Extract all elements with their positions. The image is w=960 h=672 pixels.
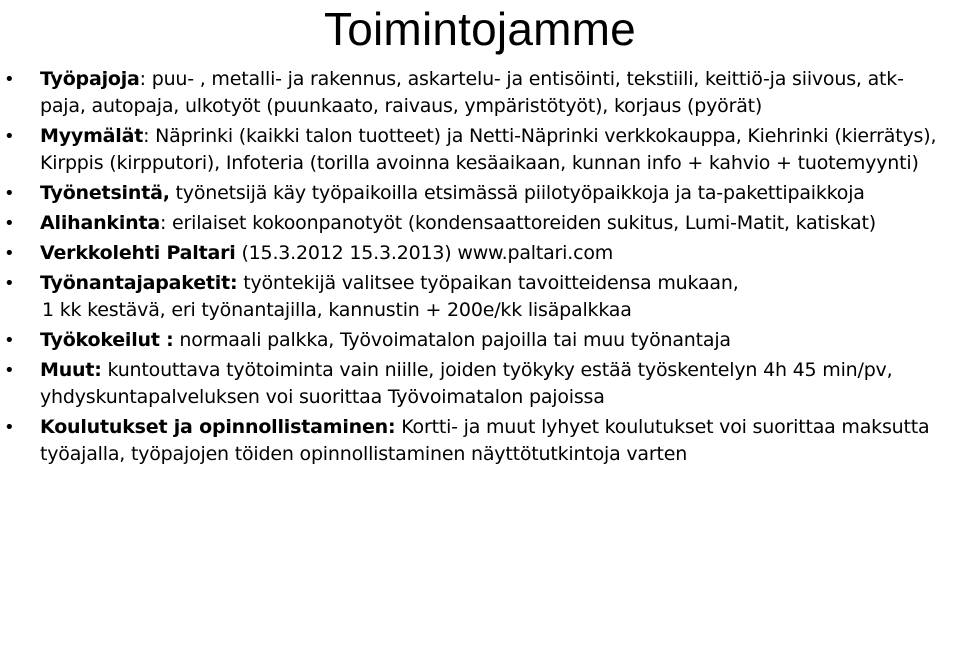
item-text: (15.3.2012 15.3.2013) www.paltari.com (235, 242, 614, 264)
list-item-myymalat (0, 123, 960, 177)
item-text: : Näprinki (kaikki talon tuotteet) ja Netti-Näprinki verkkokauppa, Kiehrinki (kierrätys), Kirppis (kirpputori), Infoteria (torilla avoinna kesäaikaan, kunnan info + kahvio + tuotemyynti) (40, 125, 937, 174)
bullet-icon: • (4, 183, 15, 204)
item-label: Myymälät (40, 125, 144, 147)
list-item-muut (0, 357, 960, 411)
list-item-tyonantajapaketit (0, 270, 960, 324)
item-text: työnetsijä käy työpaikoilla etsimässä piilotyöpaikkoja ja ta-pakettipaikkoja (169, 182, 865, 204)
list-item-verkkolehti (0, 240, 960, 267)
item-text: työntekijä valitsee työpaikan tavoitteidensa mukaan, (237, 272, 739, 294)
bullet-icon: • (4, 360, 15, 381)
item-text: : puu- , metalli- ja rakennus, askartelu- ja entisöinti, tekstiili, keittiö-ja siivous, atk-paja, autopaja, ulkotyöt (puunkaato, raivaus, ympäristötyöt), korjaus (pyörät) (40, 68, 904, 117)
item-label: Työnetsintä, (40, 182, 170, 204)
item-label: Työkokeilut : (40, 329, 174, 351)
item-label: Työpajoja (40, 68, 140, 90)
page-title: Toimintojamme (324, 3, 636, 55)
item-text: normaali palkka, Työvoimatalon pajoilla tai muu työnantaja (173, 329, 731, 351)
bullet-icon: • (4, 417, 15, 438)
item-label: Verkkolehti Paltari (40, 242, 236, 264)
activity-list (0, 66, 960, 471)
list-item-tyonetsinta (0, 180, 960, 207)
bullet-icon: • (4, 213, 15, 234)
item-text: kuntouttava työtoiminta vain niille, joiden työkyky estää työskentelyn 4h 45 min/pv, yhdyskuntapalveluksen voi suorittaa Työvoimatalon pajoissa (40, 359, 893, 408)
list-item-koulutukset (0, 414, 960, 468)
bullet-icon: • (4, 69, 15, 90)
item-label: Alihankinta (40, 212, 160, 234)
bullet-icon: • (4, 243, 15, 264)
item-text: : erilaiset kokoonpanotyöt (kondensaattoreiden sukitus, Lumi-Matit, katiskat) (159, 212, 876, 234)
bullet-icon: • (4, 330, 15, 351)
bullet-icon: • (4, 126, 15, 147)
item-text-line2: 1 kk kestävä, eri työnantajilla, kannustin + 200e/kk lisäpalkkaa (42, 299, 632, 321)
list-item-tyopajoja (0, 66, 960, 120)
bullet-icon: • (4, 273, 15, 294)
list-item-alihankinta (0, 210, 960, 237)
item-text: Kortti- ja muut lyhyet koulutukset voi suorittaa maksutta työajalla, työpajojen töiden opinnollistaminen näyttötutkintoja varten (40, 416, 930, 465)
item-label: Työnantajapaketit: (40, 272, 238, 294)
item-label: Muut: (40, 359, 102, 381)
item-label: Koulutukset ja opinnollistaminen: (40, 416, 396, 438)
list-item-tyokokeilut (0, 327, 960, 354)
